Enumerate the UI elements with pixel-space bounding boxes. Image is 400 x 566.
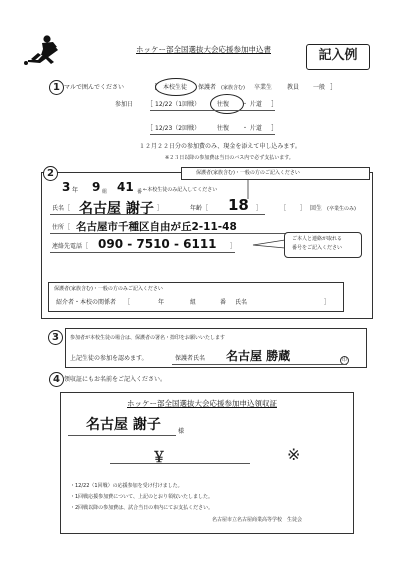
- date1-roundtrip[interactable]: 往復: [217, 101, 230, 108]
- name-value[interactable]: 名古屋 謝子: [79, 201, 154, 217]
- referrer-class: 組: [190, 299, 197, 306]
- grade-value: 3: [62, 180, 71, 194]
- age-value[interactable]: 18: [228, 196, 249, 214]
- section-4-number: 4: [49, 372, 64, 387]
- consent-text: 上記生徒の参加を認めます。: [70, 355, 148, 362]
- option-guardian-note: (家族含む): [221, 85, 245, 91]
- tel-underline: [50, 252, 235, 253]
- student-only-note: ←本校生徒のみ記入してください: [143, 187, 218, 193]
- date2-label: 12/23（2回戦）: [155, 125, 201, 132]
- receipt-note-2: ・1回戦応援参加費について、上記のとおり領収いたしました。: [70, 494, 213, 500]
- receipt-amount-underline: [110, 463, 250, 464]
- name-label: 氏名［: [52, 205, 71, 212]
- address-underline: [50, 233, 290, 234]
- callout-pointer-icon: [252, 236, 286, 252]
- tel-value[interactable]: 090 - 7510 - 6111: [98, 237, 217, 251]
- referrer-year: 年: [158, 299, 165, 306]
- grad-label: 回生: [310, 205, 323, 212]
- age-label: 年齢［: [190, 205, 209, 212]
- receipt-yen-mark: ￥: [152, 450, 166, 466]
- participation-label: 参加日: [115, 101, 134, 108]
- seal-mark: 印: [341, 357, 347, 363]
- grad-note: (卒業生のみ): [327, 206, 356, 212]
- bracket-open: ［: [150, 83, 157, 91]
- address-label: 住所［: [52, 224, 71, 231]
- age-close: ］: [256, 205, 263, 212]
- option-staff[interactable]: 教員: [287, 84, 300, 91]
- receipt-note-3: ・2回戦以降の参加費は、試合当日の車内にてお支払ください。: [70, 505, 214, 511]
- name-close: ］: [157, 205, 164, 212]
- tel-close: ］: [230, 243, 237, 250]
- referrer-label: 紹介者・本校の関係者: [56, 299, 117, 306]
- guardian-name-label: 保護者氏名: [175, 355, 206, 362]
- section-3-box: [65, 328, 367, 368]
- number-value: 41: [117, 180, 134, 194]
- receipt-note-1: ・12/22（1回戦）の応援参加を受け付けました。: [70, 483, 183, 489]
- receipt-honorific: 様: [178, 428, 185, 435]
- fee-note: １２月２２日分の参加費のみ、現金を添えて申し込みます。: [139, 143, 301, 150]
- option-general[interactable]: 一般: [313, 84, 326, 91]
- referrer-close: ］: [324, 299, 331, 306]
- option-guardian[interactable]: 保護者: [198, 84, 217, 91]
- receipt-name-value[interactable]: 名古屋 謝子: [86, 417, 161, 433]
- receipt-instruction: 領収証にもお名前をご記入ください。: [64, 376, 167, 383]
- date1-open: ［: [146, 100, 153, 108]
- date2-underline: [150, 134, 275, 135]
- section-3-number: 3: [48, 330, 63, 345]
- referrer-open: ［: [124, 299, 131, 306]
- date2-close: ］: [271, 124, 278, 132]
- callout-top-text: 保護者(家族含む)・一般の方のご記入ください: [196, 170, 300, 176]
- grad-close: ］: [300, 205, 307, 212]
- section-2-number: 2: [43, 166, 58, 181]
- circle-instruction: マルで囲んでください: [64, 84, 125, 91]
- receipt-title: ホッケー部全国選抜大会応援参加申込領収証: [127, 399, 277, 408]
- date1-underline: [150, 110, 275, 111]
- name-underline: [50, 214, 265, 215]
- tel-label: 連絡先電話［: [52, 243, 89, 250]
- date1-roundtrip-oval: [210, 94, 244, 114]
- hockey-player-icon: [20, 34, 62, 66]
- option-alumni[interactable]: 卒業生: [254, 84, 273, 91]
- form-title: ホッケー部全国選抜大会応援参加申込書: [136, 45, 271, 54]
- class-value: 9: [92, 180, 101, 194]
- referrer-name: 氏名: [235, 299, 248, 306]
- guardian-name-value[interactable]: 名古屋 勝蔵: [226, 349, 291, 363]
- date2-open: ［: [146, 124, 153, 132]
- grade-unit: 年: [72, 187, 79, 194]
- guardian-signature-notice: 参加者が本校生徒の場合は、保護者の署名・捺印をお願いいたします: [70, 335, 226, 341]
- date1-close: ］: [271, 100, 278, 108]
- date1-label: 12/22（1回戦）: [155, 101, 201, 108]
- example-stamp: 記入例: [306, 44, 370, 70]
- inner-referral-note: 保護者(家族含む)・一般の方のみご記入ください: [54, 286, 163, 292]
- date2-oneway[interactable]: ・ 片道: [242, 125, 262, 132]
- guardian-underline: [172, 364, 347, 365]
- receipt-issuer: 名古屋市立名古屋商業高等学校 生徒会: [212, 517, 303, 523]
- section-1-number: 1: [49, 80, 64, 95]
- callout-side-line1: ご本人と連絡が取れる: [292, 236, 343, 242]
- option-student[interactable]: 本校生徒: [163, 84, 188, 91]
- receipt-name-underline: [68, 435, 176, 436]
- callout-side-line2: 番号をご記入ください: [292, 245, 343, 251]
- selected-oval: [155, 78, 197, 96]
- bracket-close: ］: [330, 83, 337, 91]
- number-unit: 番: [137, 189, 143, 195]
- address-value[interactable]: 名古屋市千種区自由が丘2-11-48: [76, 221, 237, 233]
- referrer-number: 番: [220, 299, 227, 306]
- date1-oneway[interactable]: ・ 片道: [242, 101, 262, 108]
- later-fee-note: ※２３日以降の参加費は当日のバス内で必ず支払います。: [165, 155, 294, 161]
- date2-roundtrip[interactable]: 往復: [217, 125, 230, 132]
- receipt-asterisk-mark: ※: [287, 445, 301, 464]
- class-unit: 組: [102, 189, 108, 195]
- callout-arrow-icon: [243, 178, 253, 200]
- grad-open: ［: [280, 205, 287, 212]
